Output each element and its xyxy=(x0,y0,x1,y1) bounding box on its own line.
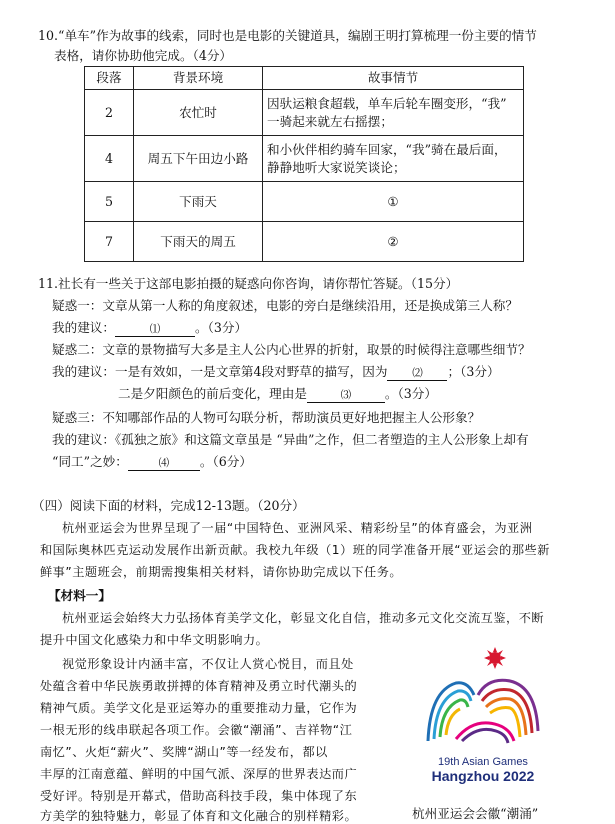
table-header-row xyxy=(85,67,524,90)
table-row xyxy=(85,222,524,262)
logo-text-line1: 19th Asian Games xyxy=(438,756,528,768)
cell-paragraph: 4 xyxy=(85,136,134,182)
part4-heading: （四）阅读下面的材料，完成12-13题。（20分） xyxy=(32,498,305,513)
material-line: 方美学的独特魅力，彰显了体育和文化融合的别样精彩。 xyxy=(40,809,358,823)
cell-plot xyxy=(263,90,524,136)
points-label: 。（6分） xyxy=(199,454,252,469)
material-line: 处蕴含着中华民族勇敢拼搏的体育精神及勇立时代潮头的 xyxy=(40,679,358,693)
answer-3-line2 xyxy=(52,454,252,471)
cell-plot-line: 静静地听大家说笑谈论； xyxy=(267,159,406,175)
emblem-caption: 杭州亚运会会徽“潮涌” xyxy=(412,806,539,821)
cell-plot-line: 因驮运粮食超载，单车后轮车圈变形，“我” xyxy=(267,95,507,111)
answer-label: 我的建议： xyxy=(52,320,115,335)
material-line: 一根无形的线串联起各项工作。会徽“潮涌”、吉祥物“江 xyxy=(40,723,353,737)
cell-paragraph: 2 xyxy=(85,90,134,136)
q10-line1: 10.“单车”作为故事的线索，同时也是电影的关键道具，编剧王明打算梳理一份主要的情节 xyxy=(38,28,537,43)
q10-line2: 表格，请你协助他完成。（4分） xyxy=(54,48,233,63)
material-line: 精神气质。美学文化是亚运筹办的重要推动力量，它作为 xyxy=(40,701,358,715)
answer-label: “同工”之妙： xyxy=(52,454,128,469)
answer-3-line1: 我的建议：《孤独之旅》和这篇文章虽是 “异曲”之作，但二者塑造的主人公形象上却有 xyxy=(52,432,529,447)
q11-intro: 11.社长有一些关于这部电影拍摄的疑惑向你咨询，请你帮忙答疑。（15分） xyxy=(38,276,459,291)
cell-plot xyxy=(263,136,524,182)
part4-p1-line2: 和国际奥林匹克运动发展作出新贡献。我校九年级（1）班的同学准备开展“亚运会的那些新 xyxy=(40,543,550,557)
plot-table xyxy=(84,66,524,262)
cell-paragraph: 7 xyxy=(85,222,134,262)
emblem-graphic xyxy=(398,611,568,799)
header-paragraph: 段落 xyxy=(85,67,134,90)
sun-icon xyxy=(484,647,506,669)
part4-p1-line3: 鲜事”主题班会，前期需搜集相关材料，请你协助完成以下任务。 xyxy=(40,565,403,579)
answer-label: 二是夕阳颜色的前后变化，理由是 xyxy=(118,386,307,401)
blank-3[interactable]: ⑶ xyxy=(307,388,385,403)
table-row xyxy=(85,182,524,222)
material-line: 受好评。特别是开幕式，借助高科技手段，集中体现了东 xyxy=(40,789,358,803)
cell-environment: 下雨天 xyxy=(134,182,263,222)
header-plot: 故事情节 xyxy=(263,67,524,90)
material-label: 【材料一】 xyxy=(48,588,111,603)
blank-1[interactable]: ⑴ xyxy=(115,322,195,337)
cell-paragraph: 5 xyxy=(85,182,134,222)
table-row xyxy=(85,90,524,136)
header-environment: 背景环境 xyxy=(134,67,263,90)
material-line: 南忆”、火炬“薪火”、奖牌“湖山”等一经发布，都以 xyxy=(40,745,328,759)
cell-environment: 农忙时 xyxy=(134,90,263,136)
answer-label: 我的建议：一是有效如，一是文章第4段对野草的描写，因为 xyxy=(52,364,388,379)
blank-4[interactable]: ⑷ xyxy=(128,456,200,471)
doubt-1: 疑惑一：文章从第一人称的角度叙述，电影的旁白是继续沿用，还是换成第三人称？ xyxy=(52,298,518,313)
cell-plot-line: 和小伙伴相约骑车回家，“我”骑在最后面， xyxy=(267,141,507,157)
doubt-3: 疑惑三：不知哪部作品的人物可勾联分析，帮助演员更好地把握主人公形象？ xyxy=(52,410,481,425)
answer-2 xyxy=(52,364,500,381)
answer-blank-2[interactable]: ② xyxy=(263,222,524,262)
material-line: 视觉形象设计内涵丰富，不仅让人赏心悦目，而且处 xyxy=(62,657,354,671)
points-label: 。（3分） xyxy=(384,386,437,401)
answer-1 xyxy=(52,320,247,337)
logo-text-line2: Hangzhou 2022 xyxy=(431,768,535,784)
answer-blank-1[interactable]: ① xyxy=(263,182,524,222)
doubt-2: 疑惑二：文章的景物描写大多是主人公内心世界的折射，取景的时候得注意哪些细节？ xyxy=(52,342,531,357)
material-line: 丰厚的江南意蕴、鲜明的中国气派、深厚的世界表达而广 xyxy=(40,767,358,781)
tide-wave-graphic xyxy=(428,680,538,743)
answer-2b xyxy=(118,386,437,403)
points-label: ；（3分） xyxy=(447,364,500,379)
table-row xyxy=(85,136,524,182)
cell-plot-line: 一骑起来就左右摇摆； xyxy=(267,113,393,129)
material-line: 杭州亚运会始终大力弘扬体育美学文化，彰显文化自信，推动多元文化交流互鉴，不断 xyxy=(62,611,545,625)
points-label: 。（3分） xyxy=(194,320,248,335)
cell-environment: 周五下午田边小路 xyxy=(134,136,263,182)
cell-environment: 下雨天的周五 xyxy=(134,222,263,262)
blank-2[interactable]: ⑵ xyxy=(387,366,447,381)
asian-games-emblem xyxy=(398,611,568,799)
part4-p1-line1: 杭州亚运会为世界呈现了一届“中国特色、亚洲风采、精彩纷呈”的体育盛会，为亚洲 xyxy=(62,521,533,535)
material-line: 提升中国文化感染力和中华文明影响力。 xyxy=(40,633,269,647)
